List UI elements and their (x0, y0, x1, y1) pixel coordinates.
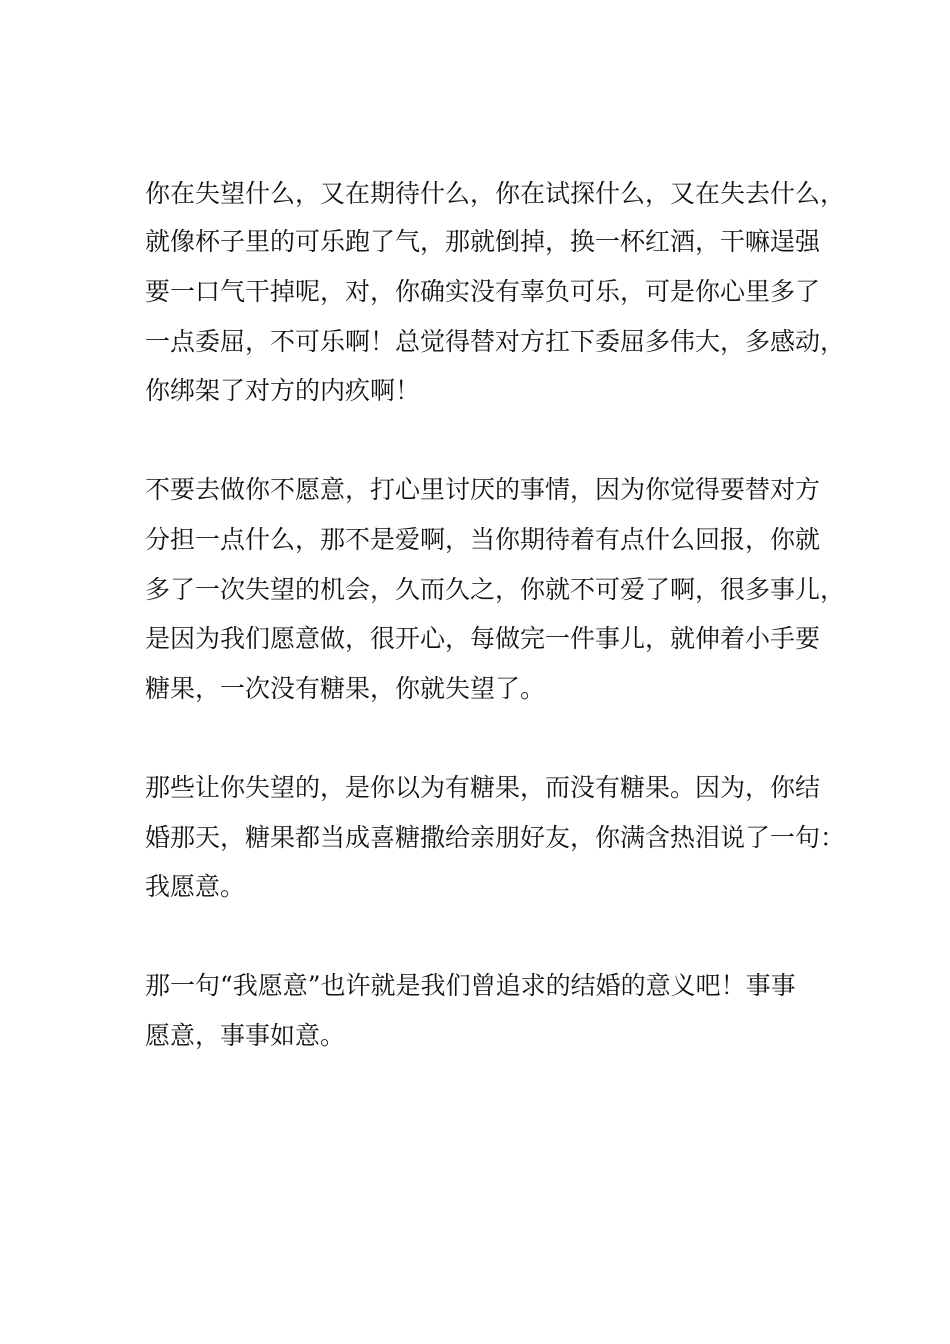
paragraph-line: 分担一点什么，那不是爱啊，当你期待着有点什么回报，你就 (145, 525, 821, 554)
paragraph-line: 不要去做你不愿意，打心里讨厌的事情，因为你觉得要替对方 (145, 475, 821, 504)
paragraph-line: 一点委屈，不可乐啊！总觉得替对方扛下委屈多伟大，多感动， (145, 327, 846, 356)
paragraph-line: 要一口气干掉呢，对，你确实没有辜负可乐，可是你心里多了 (145, 277, 821, 306)
paragraph-line: 那些让你失望的，是你以为有糖果，而没有糖果。因为，你结 (145, 773, 821, 802)
paragraph-line: 多了一次失望的机会，久而久之，你就不可爱了啊，很多事儿， (145, 575, 846, 604)
paragraph-line: 就像杯子里的可乐跑了气，那就倒掉，换一杯红酒，干嘛逞强 (145, 227, 821, 256)
paragraph-line: 糖果，一次没有糖果，你就失望了。 (145, 674, 546, 703)
paragraph-line: 是因为我们愿意做，很开心，每做完一件事儿，就伸着小手要 (145, 624, 821, 653)
paragraph-line: 愿意，事事如意。 (145, 1021, 346, 1050)
paragraph-line: 我愿意。 (145, 872, 246, 901)
paragraph-line: 你绑架了对方的内疚啊！ (145, 376, 421, 405)
paragraph-line: 那一句“我愿意”也许就是我们曾追求的结婚的意义吧！事事 (145, 971, 796, 1000)
paragraph-line: 你在失望什么，又在期待什么，你在试探什么，又在失去什么， (145, 179, 846, 208)
paragraph-line: 婚那天，糖果都当成喜糖撒给亲朋好友，你满含热泪说了一句： (145, 823, 846, 852)
